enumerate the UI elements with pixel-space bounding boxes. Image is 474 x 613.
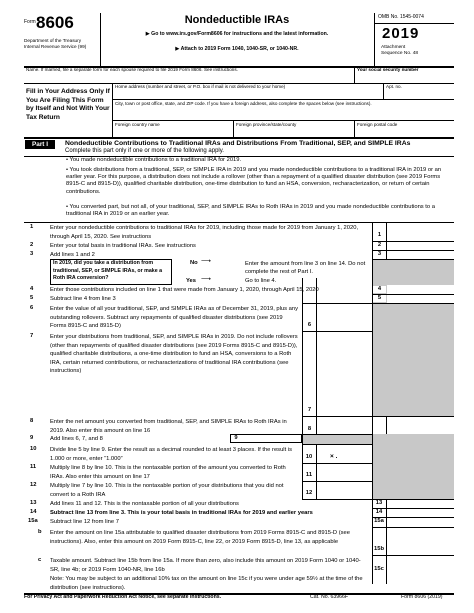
address-left-divider: [112, 83, 113, 137]
omb-rule: [374, 23, 454, 24]
foreign-province-field[interactable]: [235, 128, 352, 136]
line-15c-amount[interactable]: [388, 557, 452, 583]
bullet-3: • You converted part, but not all, of your traditional, SEP, and SIMPLE IRAs to Roth IRAs in 2019 and you made nondeductible contributions to a traditional IRA in 2019 or an earlier year.: [66, 204, 435, 218]
ssn-label: Your social security number: [357, 67, 419, 72]
line-15b-text: Enter the amount on line 15a attributable to qualified disaster distributions from 2019 Forms 8915-C and 8915-D (see instructions). Also, enter this amount on 2019 Form 8915-C, line 22, or 2019 Form 8915-D, line 13, as applicable: [50, 530, 350, 545]
line-14-box-num: 14: [375, 509, 383, 515]
line-15c-box-num: 15c: [374, 566, 384, 572]
privacy-notice: For Privacy Act and Paperwork Reduction Act Notice, see separate instructions.: [24, 594, 222, 600]
line-6-text: Enter the value of all your traditional, SEP, and SIMPLE IRAs as of December 31, 2019, plus any outstanding rollovers. Subtract any repayments of qualified disaster distributions (see 2019 Forms 8915-C and 8915-D): [50, 306, 299, 330]
ssn-divider: [354, 66, 355, 83]
home-address-field[interactable]: [114, 90, 381, 98]
line-15b-num: b: [38, 529, 42, 535]
line-8-num: 8: [30, 418, 34, 424]
shade-right-11-12: [373, 464, 454, 499]
bullet-3-text: You converted part, but not all, of your traditional, SEP, and SIMPLE IRAs to Roth IRAs in 2019 and you made nondeductible contributions to a traditional IRA in 2019 or an earlier year.: [66, 204, 435, 218]
line-11-box-num: 11: [305, 472, 313, 478]
line-1-text: Enter your nondeductible contributions to traditional IRAs for 2019, including those made for 2019 from January 1, 2020, through April 15, 2020. See instructions: [50, 225, 359, 240]
form-header: [24, 14, 454, 66]
line-15c-num: c: [38, 557, 42, 563]
line-15b-rule: [372, 555, 454, 556]
country-divider: [233, 120, 234, 137]
line-3-yes-label: Yes: [186, 278, 196, 284]
foreign-postal-field[interactable]: [356, 128, 452, 136]
attach-instructions: ▶ Attach to 2019 Form 1040, 1040-SR, or 1040-NR.: [175, 46, 299, 52]
line-9-num: 9: [30, 435, 34, 441]
line-15a-num: 15a: [28, 518, 38, 524]
shade-line3-answers: [373, 269, 454, 285]
line-1-num: 1: [30, 224, 34, 230]
line-7-amount[interactable]: [318, 333, 370, 415]
line-2-num: 2: [30, 242, 34, 248]
line-2-box-num: 2: [377, 242, 382, 248]
bullet-1-text: You made nondeductible contributions to a traditional IRA for 2019.: [69, 157, 242, 163]
line-11-amount[interactable]: [318, 464, 370, 480]
home-address-label: Home address (number and street, or P.O. box if mail is not delivered to your home): [115, 84, 286, 89]
part-1-tag: Part I: [25, 140, 55, 149]
line-12-text: Multiply line 7 by line 10. This is the nontaxable portion of your distributions that you did not convert to a Roth IRA: [50, 483, 284, 498]
line-15a-box-num: 15a: [374, 518, 384, 524]
part-1-subtitle: Complete this part only if one or more of the following apply.: [65, 148, 224, 154]
line-3-yes-text: Go to line 4.: [245, 278, 277, 284]
line-9-text: Add lines 6, 7, and 8: [50, 436, 103, 442]
line-13-text: Add lines 11 and 12. This is the nontaxable portion of all your distributions: [50, 501, 239, 507]
address-row2-bottom: [112, 120, 454, 121]
line-4-box-num: 4: [373, 286, 386, 293]
form-word: Form: [24, 19, 36, 25]
department-label: Department of the Treasury: [24, 38, 82, 43]
line-15b-amount[interactable]: [388, 529, 452, 554]
bullet-2-text: You took distributions from a traditional, SEP, or SIMPLE IRA in 2019 and you made nondeductible contributions to a traditional IRA in 2019 or an earlier year. For this purpose, a distribution does not include a rollover (other than a repayment of a qualified disaster distribution (see 2019 Forms 8915-C and 8915-D)), qualified charitable distribution, one-time distribution to fund an HSA, conversion, recharacterization, or return of certain contributions.: [66, 167, 442, 195]
city-field[interactable]: [114, 108, 452, 118]
address-bottom-rule: [24, 137, 454, 139]
line-5-amount[interactable]: [387, 295, 454, 303]
line-3-text: Add lines 1 and 2: [50, 252, 95, 258]
apt-divider: [383, 83, 384, 99]
line-5-box-num: 5: [373, 295, 386, 302]
province-divider: [354, 120, 355, 137]
line-12-mid-border: [316, 474, 317, 499]
line-10-box-num: 10: [305, 454, 313, 460]
line-8-amount[interactable]: [318, 418, 370, 433]
line-3-question: In 2019, did you take a distribution from traditional, SEP, or SIMPLE IRAs, or make a Roth IRA conversion?: [53, 260, 163, 281]
line-13-num: 13: [30, 500, 37, 506]
attachment-label: Attachment: [381, 45, 406, 50]
line-10-decimal-mark: × .: [330, 453, 338, 460]
line-15a-text: Subtract line 12 from line 7: [50, 519, 119, 525]
line-7-num: 7: [30, 333, 34, 339]
line-1-box-num: 1: [377, 232, 382, 238]
apt-field[interactable]: [385, 90, 452, 98]
line-11-num: 11: [30, 464, 37, 470]
line-3-amount[interactable]: [388, 251, 452, 259]
line-7-text: Enter your distributions from traditional, SEP, and SIMPLE IRAs in 2019. Do not include rollovers (other than repayments of qualified disaster distributions (see 2019 Forms 8915-C and 8915-D)), qualified charitable distributions, a one-time distribution to fund an HSA, conversions to a Roth IRA, certain returned contributions, or recharacterizations of traditional IRA contributions (see instructions): [50, 334, 298, 375]
catalog-number: Cat. No. 63966F: [310, 594, 349, 600]
foreign-country-field[interactable]: [114, 128, 231, 136]
name-label: Name. If married, file a separate form for each spouse required to file 2019 Form 8606. See instructions.: [26, 67, 238, 72]
line-14-text: Subtract line 13 from line 3. This is your total basis in traditional IRAs for 2019 and earlier years: [50, 510, 313, 516]
line-9-box-num: 9: [234, 435, 238, 441]
line-8-box-num: 8: [307, 426, 312, 432]
line-4-amount[interactable]: [387, 285, 454, 294]
bullet-1: • You made nondeductible contributions to a traditional IRA for 2019.: [66, 157, 242, 163]
line-1-amount[interactable]: [388, 224, 452, 240]
line-13-box-num: 13: [375, 500, 383, 506]
line-5-text: Subtract line 4 from line 3: [50, 296, 116, 302]
line-15a-amount[interactable]: [388, 518, 452, 526]
sequence-number: Sequence No. 48: [381, 51, 419, 56]
header-divider-right: [374, 13, 375, 67]
line-11-text: Multiply line 8 by line 10. This is the nontaxable portion of the amount you converted to Roth IRAs. Also enter this amount on line 17: [50, 465, 286, 480]
line-2-text: Enter your total basis in traditional IRAs. See instructions: [50, 243, 196, 249]
line-6-amount[interactable]: [318, 305, 370, 330]
omb-number: OMB No. 1545-0074: [378, 14, 424, 20]
line-12-num: 12: [30, 482, 37, 488]
line-10-text: Divide line 5 by line 9. Enter the result as a decimal rounded to at least 3 places. If the result is 1.000 or more, enter “1.000”: [50, 447, 292, 462]
fill-in-address-note: Fill in Your Address Only If You Are Filing This Form by Itself and Not With Your Tax Return: [26, 88, 110, 121]
form-reference: Form 8606 (2019): [401, 594, 443, 600]
form-number: 8606: [36, 13, 74, 32]
ssn-field[interactable]: [356, 73, 452, 82]
line-3-no-label: No: [190, 260, 198, 266]
line-12-box-num: 12: [305, 490, 313, 496]
line-7-box-num: 7: [307, 407, 312, 413]
address-row1-bottom: [112, 99, 454, 100]
line-4-text: Enter those contributions included on line 1 that were made from January 1, 2020, through April 15, 2020: [50, 287, 319, 293]
line-10-num: 10: [30, 446, 37, 452]
line-2-amount[interactable]: [388, 242, 452, 250]
apt-label: Apt. no.: [386, 84, 402, 89]
line-15c-text-body: Taxable amount. Subtract line 15b from line 15a. If more than zero, also include this amount on 2019 Form 1040 or 1040-SR, line 4b; or 2019 Form 1040-NR, line 16b: [50, 558, 361, 573]
line-6-num: 6: [30, 305, 34, 311]
line-8-text: Enter the net amount you converted from traditional, SEP, and SIMPLE IRAs to Roth IRAs in 2019. Also enter this amount on line 16: [50, 419, 287, 434]
line-3-no-text: Enter the amount from line 3 on line 14. Do not complete the rest of Part I.: [245, 261, 366, 276]
line-15c-note: Note: You may be subject to an additional 10% tax on the amount on line 15c if you were under age 59½ at the time of the distribution (see instructions).: [50, 576, 363, 591]
foreign-province-label: Foreign province/state/county: [236, 122, 297, 127]
goto-instructions: ▶ Go to www.irs.gov/Form8606 for instructions and the latest information.: [145, 31, 329, 37]
line-15c-text: [50, 557, 368, 574]
city-label: City, town or post office, state, and ZIP code. If you have a foreign address, also complete the spaces below (see instructions).: [115, 101, 372, 106]
line-12-amount[interactable]: [318, 482, 370, 498]
line-13-amount[interactable]: [388, 500, 452, 508]
line-9-rule: [302, 444, 373, 445]
bullet-2: • You took distributions from a traditional, SEP, or SIMPLE IRA in 2019 and you made nondeductible contributions to a traditional IRA in 2019 or an earlier year. For this purpose, a distribution does not include a rollover (other than a repayment of a qualified disaster distribution (see 2019 Forms 8915-C and 8915-D)), qualified charitable distribution, one-time distribution to fund an HSA, conversion, recharacterization, or return of certain contributions.: [66, 167, 442, 195]
bullets-bottom-rule: [24, 222, 454, 223]
line-5-num: 5: [30, 295, 34, 301]
line-6-box-num: 6: [307, 322, 312, 328]
line-9-amount[interactable]: [243, 435, 300, 442]
line-5-rule: [302, 303, 454, 304]
line-3-num: 3: [30, 251, 34, 257]
line-3-yes-arrow: ⟶: [201, 276, 212, 283]
line-12-right-border: [302, 474, 303, 499]
shade-line9-mid: [303, 435, 372, 444]
line-15a-rule: [372, 527, 454, 528]
line-3-box-num: 3: [377, 251, 382, 257]
line-14-num: 14: [30, 509, 37, 515]
line-10-amount[interactable]: [350, 446, 370, 462]
tax-year: 2019: [382, 25, 420, 42]
part-1-title: Nondeductible Contributions to Traditional IRAs and Distributions From Traditional, SEP, and SIMPLE IRAs: [65, 140, 411, 147]
line-4-num: 4: [30, 286, 34, 292]
form-title: Nondeductible IRAs: [184, 14, 290, 26]
irs-label: Internal Revenue Service (99): [24, 44, 87, 49]
line-6-rule: [302, 331, 373, 332]
line-7-rule: [302, 416, 454, 417]
line-15b-box-num: 15b: [374, 546, 384, 552]
line-14-amount[interactable]: [388, 509, 452, 517]
shade-line3-question: [373, 260, 454, 269]
line-3-no-arrow: ⟶: [201, 258, 212, 265]
name-field[interactable]: [26, 73, 352, 82]
foreign-country-label: Foreign country name: [115, 122, 160, 127]
foreign-postal-label: Foreign postal code: [357, 122, 398, 127]
